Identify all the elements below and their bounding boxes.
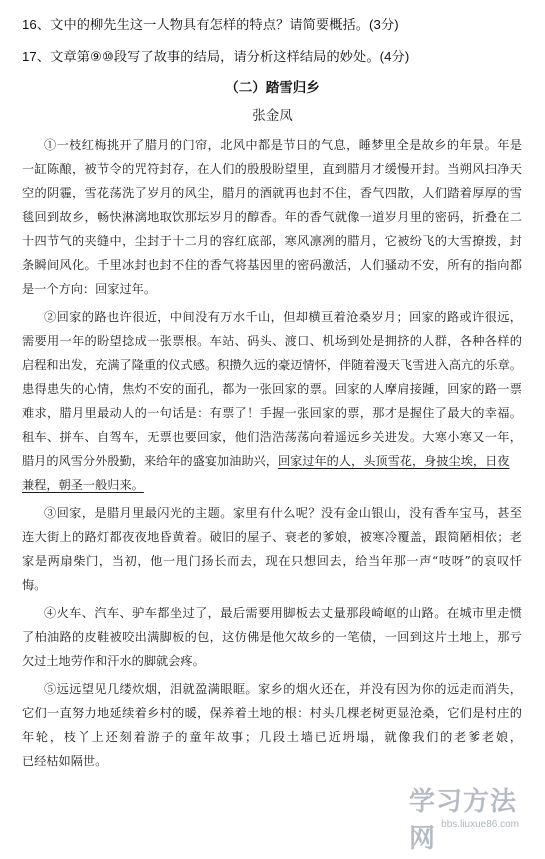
article-line: 一缸陈酿，被节令的咒符封存，在人们的殷殷盼望里，直到腊月才缓慢开封。当朔风扫净天 (22, 162, 522, 176)
article-line: 家是两扇柴门，当初，他一甩门扬长而去，现在只想回去，给当年那一声“吱呀”的哀叹忏 (22, 554, 522, 568)
article-line: 租车、拼车、自驾车，无票也要回家，他们浩浩荡荡向着遥远乡关进发。大寒小寒又一年， (22, 430, 522, 444)
article-line: 了柏油路的皮鞋被咬出满脚板的包，这仿佛是他欠故乡的一笔债，一回到这片土地上，那亏 (22, 630, 522, 644)
article-line: 已经枯如隔世。 (22, 754, 108, 768)
article-line: 需要用一年的盼望捻成一张票根。车站、码头、渡口、机场到处是拥挤的人群，各种各样的 (22, 334, 522, 348)
article-line: 兼程，朝圣一般归来。 (22, 478, 144, 492)
article-line: 条瞬间风化。千里冰封也封不住的香气将基因里的密码激活，人们骚动不安，所有的指向都 (22, 258, 522, 272)
watermark-text: 学习方法网 (409, 786, 518, 853)
article-line: 连大街上的路灯都夜夜地昏黄着。破旧的屋子、衰老的爹娘，被寒冷覆盖，跟简陋相依；老 (22, 530, 522, 544)
section-title: （二）踏雪归乡 (225, 80, 320, 95)
author-name: 张金凤 (252, 108, 293, 124)
article-line: 年轮，枝丫上还刻着游子的童年故事；几段土墙已近坍塌，就像我们的老爹老娘， (22, 730, 522, 744)
article-line (22, 453, 522, 469)
watermark-logo (409, 779, 527, 853)
article-line: ②回家的路也许很近，中间没有万水千山，但却横亘着沧桑岁月；回家的路或许很远， (44, 310, 522, 324)
article-line: 毯回到故乡，畅快淋漓地取饮那坛岁月的醇香。年的香气就像一道岁月里的密码，折叠在二 (22, 210, 522, 224)
question-17: 17、文章第⑨⑩段写了故事的结局，请分析这样结局的妙处。(4分) (22, 49, 410, 64)
article-line: 是一个方向：回家过年。 (22, 282, 157, 296)
article-line: 十四节气的夹缝中，尘封于十二月的容红底部，寒风凛冽的腊月，它被纷飞的大雪撩拨，封 (22, 234, 522, 248)
article-line: 欠过土地劳作和汗水的脚就会疼。 (22, 654, 205, 668)
article-line-text: 腊月的风雪分外殷勤，来给年的盛宴加油助兴， (22, 454, 278, 468)
article-line: 难求，腊月里最动人的一句话是：有票了！手握一张回家的票，那才是握住了最大的幸福。 (22, 406, 522, 420)
article-line: 悔。 (22, 578, 47, 592)
article-line: 空的阴霾，雪花荡洗了岁月的风尘，腊月的酒就再也封不住，香气四散，人们踏着厚厚的雪 (22, 186, 522, 200)
article-line: ⑤远远望见几缕炊烟，泪就盈满眼眶。家乡的烟火还在，并没有因为你的远走而消失， (44, 682, 522, 696)
article-line: 它们一直努力地延续着乡村的暖，保养着土地的根：村头几棵老树更显沧桑，它们是村庄的 (22, 706, 522, 720)
article-line: 启程和出发，充满了隆重的仪式感。积攒久远的豪迈情怀，伴随着漫天飞雪进入高亢的乐章。 (22, 358, 522, 372)
article-line: ④火车、汽车、驴车都坐过了，最后需要用脚板去丈量那段崎岖的山路。在城市里走惯 (44, 606, 522, 620)
article-line: ③回家，是腊月里最闪光的主题。家里有什么呢？没有金山银山，没有香车宝马，甚至 (44, 506, 522, 520)
question-16: 16、文中的柳先生这一人物具有怎样的特点？请简要概括。(3分) (22, 17, 399, 32)
article-line: ①一枝红梅挑开了腊月的门帘，北风中都是节日的气息，睡梦里全是故乡的年景。年是 (44, 138, 522, 152)
article-line: 患得患失的心情，焦灼不安的面孔，都为一张回家的票。回家的人摩肩接踵，回家的路一票 (22, 382, 522, 396)
underlined-phrase: 回家过年的人，头顶雪花，身披尘埃，日夜 (277, 454, 510, 468)
watermark-url: bbs.liuxue86.com (441, 819, 519, 830)
